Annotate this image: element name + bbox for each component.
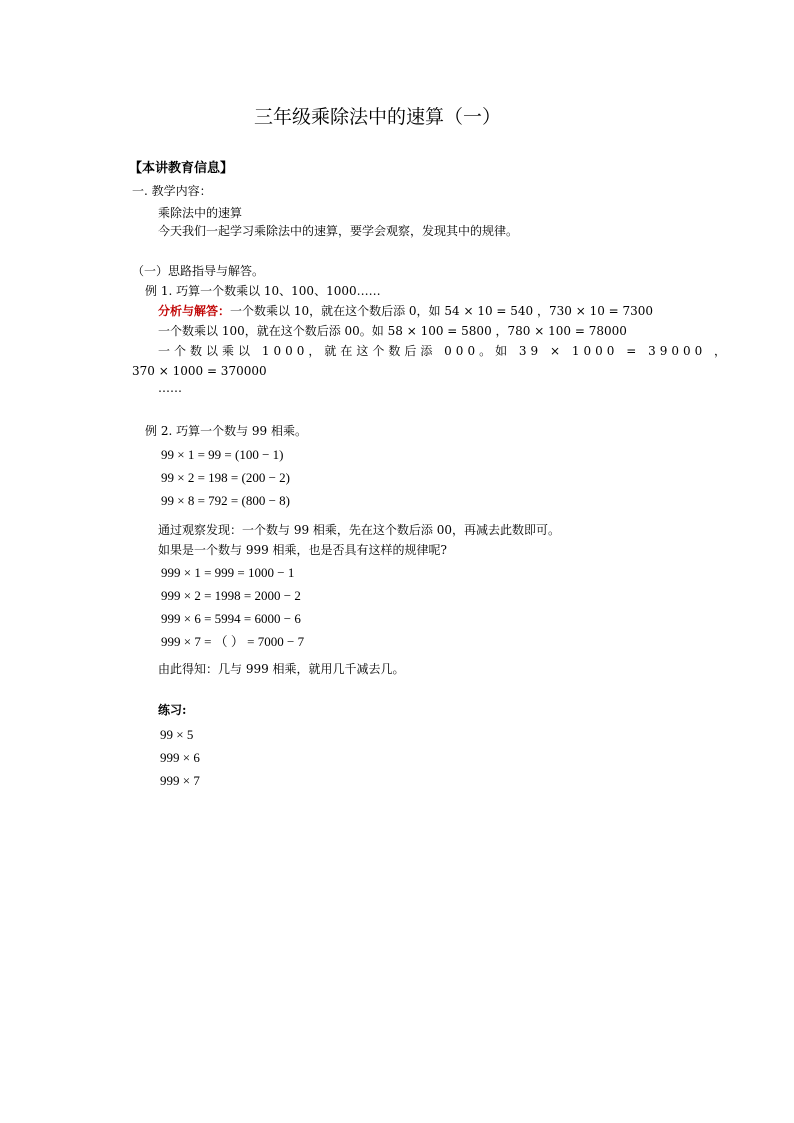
equation-4: 999 × 1 = 999 = 1000 − 1 <box>161 565 295 580</box>
equation-7: 999 × 7 = （ ） = 7000 − 7 <box>161 634 305 649</box>
content-intro: 今天我们一起学习乘除法中的速算，要学会观察，发现其中的规律。 <box>158 224 519 238</box>
example-2-heading: 例 2. 巧算一个数与 99 相乘。 <box>145 424 307 438</box>
practice-item: 999 × 6 <box>160 750 200 765</box>
analysis-label: 分析与解答： <box>158 304 231 318</box>
analysis-line-1: 一个数乘以 10，就在这个数后添 0，如 54 × 10 = 540 ，730 × 10 = 7300 <box>230 304 654 318</box>
example-1-heading: 例 1. 巧算一个数乘以 10、100、1000…… <box>145 284 381 298</box>
content-topic: 乘除法中的速算 <box>158 206 243 220</box>
equation-6: 999 × 6 = 5994 = 6000 − 6 <box>161 611 301 626</box>
part-heading: （一）思路指导与解答。 <box>132 264 265 278</box>
observation: 通过观察发现：一个数与 99 相乘，先在这个数后添 00，再减去此数即可。 <box>158 523 560 537</box>
analysis-line-3b: 370 × 1000 = 370000 <box>132 364 267 378</box>
practice-label: 练习: <box>158 703 187 717</box>
equation-1: 99 × 1 = 99 = (100 − 1) <box>161 447 284 462</box>
section-teaching-content: 一. 教学内容： <box>132 184 212 198</box>
analysis-line-2: 一个数乘以 100，就在这个数后添 00。如 58 × 100 = 5800 ，780 × 100 = 78000 <box>158 324 627 338</box>
section-header: 【本讲教育信息】 <box>129 161 234 176</box>
document-title: 三年级乘除法中的速算（一） <box>254 106 502 128</box>
equation-5: 999 × 2 = 1998 = 2000 − 2 <box>161 588 301 603</box>
conclusion: 由此得知：几与 999 相乘，就用几千减去几。 <box>158 662 405 676</box>
equation-3: 99 × 8 = 792 = (800 − 8) <box>161 493 290 508</box>
question: 如果是一个数与 999 相乘，也是否具有这样的规律呢? <box>158 543 447 557</box>
ellipsis: …… <box>158 381 182 395</box>
practice-item: 99 × 5 <box>160 727 194 742</box>
practice-item: 999 × 7 <box>160 773 200 788</box>
analysis-line-3a: 一个数以乘以 1000，就在这个数后添 000。如 39 × 1000 = 39000 ， <box>158 344 731 358</box>
equation-2: 99 × 2 = 198 = (200 − 2) <box>161 470 290 485</box>
example-1-analysis <box>158 304 653 318</box>
